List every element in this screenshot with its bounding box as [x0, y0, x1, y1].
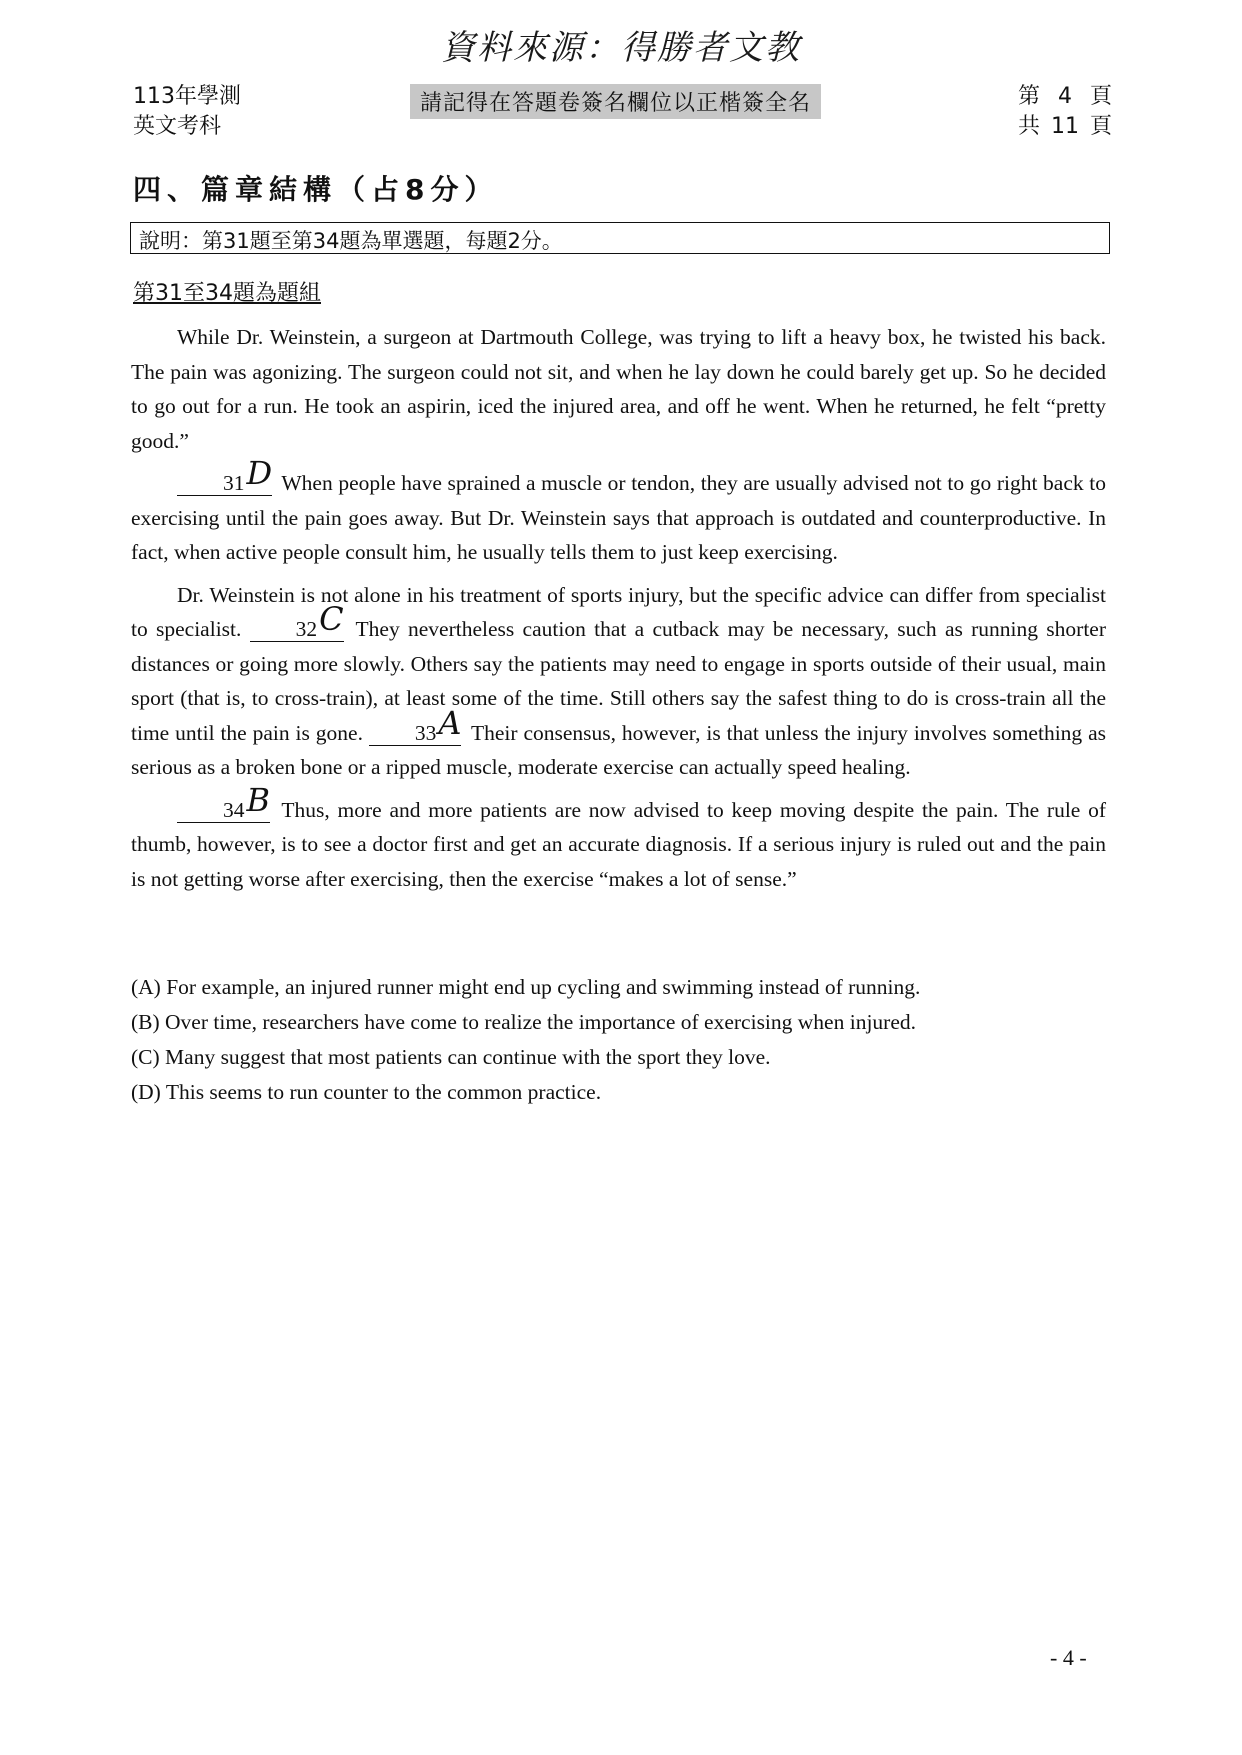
handwritten-answer-32: C: [319, 600, 344, 638]
source-note-handwritten: 資料來源：得勝者文教: [441, 28, 801, 68]
blank-31-number: 31: [223, 471, 245, 495]
blank-31[interactable]: [177, 454, 273, 496]
handwritten-answer-33: A: [438, 703, 462, 742]
answer-options: [131, 970, 920, 1110]
passage-paragraph-4-text: Thus, more and more patients are now advised to keep moving despite the pain. The rule of thumb, however, is to see a doctor first and get an accurate diagnosis. If a serious injury is ruled out and the pain is not getting worse after exercising, then the exercise “makes a lot of sense.”: [131, 797, 1106, 891]
page-footer-number: - 4 -: [1050, 1645, 1087, 1670]
blank-32-number: 32: [295, 617, 318, 641]
blank-33-number: 33: [414, 720, 437, 745]
passage-paragraph-2-text: When people have sprained a muscle or tendon, they are usually advised not to go right back to exercising until the pain goes away. But Dr. Weinstein says that approach is outdated and counterproductive. In fact, when active people consult him, he usually tells them to just keep exercising.: [131, 471, 1106, 564]
total-page-number: 11: [1051, 114, 1080, 139]
current-page-number: 4: [1058, 84, 1073, 109]
handwritten-answer-31: D: [246, 454, 273, 492]
blank-34[interactable]: [177, 780, 271, 823]
total-page-line: [1018, 112, 1112, 142]
exam-name: 113年學測: [133, 84, 241, 109]
option-d: (D) This seems to run counter to the common practice.: [131, 1080, 602, 1104]
current-page-line: [1018, 82, 1112, 112]
total-suffix: 頁: [1090, 114, 1113, 139]
passage-paragraph-1: While Dr. Weinstein, a surgeon at Dartmouth College, was trying to lift a heavy box, he twisted his back. The pain was agonizing. The surgeon could not sit, and when he lay down he could barely get up. So he decided to go out for a run. He took an aspirin, iced the injured area, and off he went. When he returned, he felt “pretty good.”: [131, 325, 1106, 453]
passage-paragraph-2: [131, 454, 1106, 570]
blank-34-number: 34: [223, 797, 245, 822]
section-heading: 四、篇章結構（占8分）: [133, 173, 499, 206]
subject-name: 英文考科: [133, 114, 222, 139]
exam-header-left: [133, 82, 241, 142]
blank-32[interactable]: [250, 600, 344, 642]
option-b: (B) Over time, researchers have come to realize the importance of exercising when injured.: [131, 1010, 917, 1034]
passage-paragraph-3: [131, 578, 1106, 785]
instructions-box: 說明：第31題至第34題為單選題，每題2分。: [130, 222, 1110, 254]
passage-paragraph-3a: Dr. Weinstein is not alone in his treatment of sports injury, but the specific advice can differ from specialist to specialist.: [131, 582, 1106, 641]
page-count-header: [1018, 82, 1112, 142]
reading-passage: [131, 320, 1106, 904]
passage-paragraph-3c: Their consensus, however, is that unless the injury involves something as serious as a broken bone or a ripped muscle, moderate exercise can actually speed healing.: [131, 720, 1106, 779]
total-prefix: 共: [1018, 114, 1041, 139]
option-c: (C) Many suggest that most patients can continue with the sport they love.: [131, 1045, 771, 1069]
signature-notice-banner: 請記得在答題卷簽名欄位以正楷簽全名: [410, 84, 821, 119]
page-suffix: 頁: [1090, 84, 1113, 109]
page-prefix: 第: [1018, 84, 1041, 109]
blank-33[interactable]: [369, 703, 462, 746]
passage-paragraph-3b: They nevertheless caution that a cutback may be necessary, such as running shorter distances or going more slowly. Others say the patients may need to engage in sports outside of their usual, main sport (that is, to cross-train), at least some of the time. Still others say the safest thing to do is cross-train all the time until the pain is gone.: [131, 617, 1106, 745]
passage-paragraph-4: [131, 780, 1106, 897]
question-group-label: 第31至34題為題組: [133, 281, 321, 306]
option-a: (A) For example, an injured runner might end up cycling and swimming instead of running.: [131, 975, 921, 999]
handwritten-answer-34: B: [246, 780, 271, 819]
